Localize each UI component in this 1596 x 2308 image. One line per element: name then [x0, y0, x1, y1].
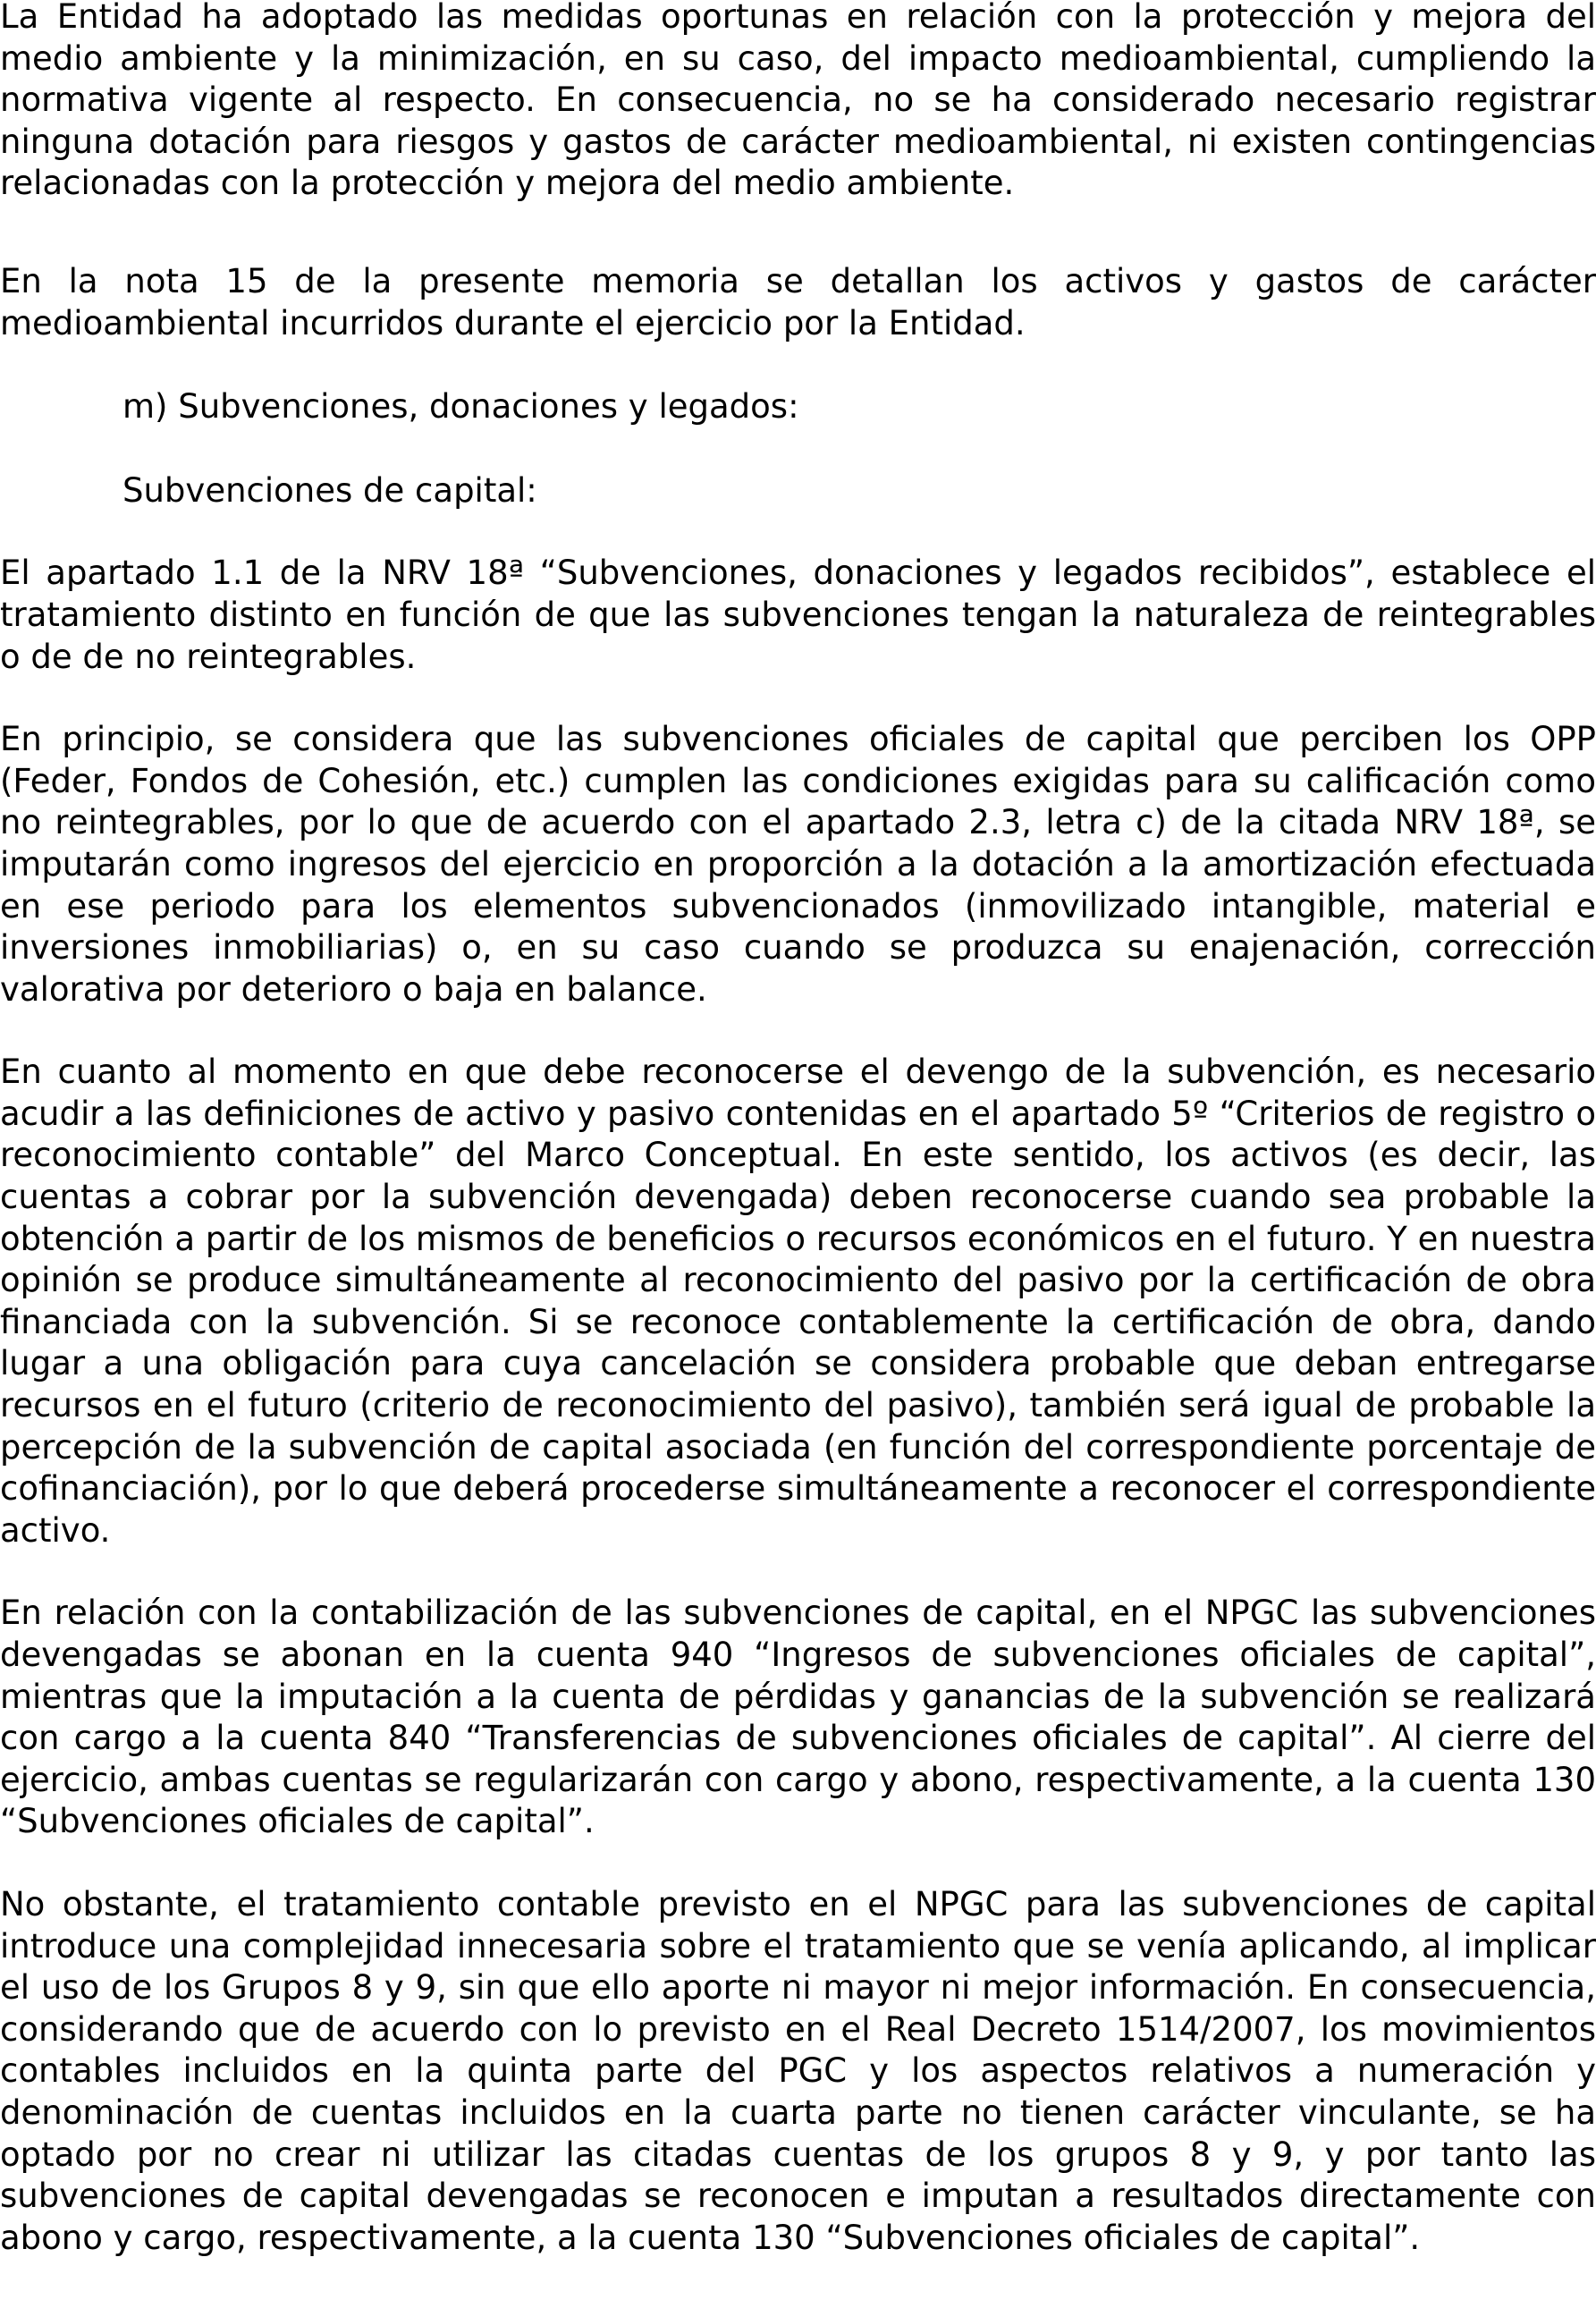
paragraph-accounting-treatment: No obstante, el tratamiento contable previsto en el NPGC para las subvenciones de capital introduce una complejidad innecesaria sobre el tratamiento que se venía aplicando, al implicar el uso de los Grupos 8 y 9, sin que ello aporte ni mayor ni mejor información. En consecuencia, considerando que de acuerdo con lo previsto en el Real Decreto 1514/2007, los movimientos contables incluidos en la quinta parte del PGC y los aspectos relativos a numeración y denominación de cuentas incluidos en la cuarta parte no tienen carácter vinculante, se ha optado por no crear ni utilizar las citadas cuentas de los grupos 8 y 9, y por tanto las subvenciones de capital devengadas se reconocen e imputan a resultados directamente con abono y cargo, respectivamente, a la cuenta 130 “Subvenciones oficiales de capital”.: [0, 1884, 1596, 2257]
paragraph-opp-subsidies: En principio, se considera que las subvenciones oficiales de capital que perciben los OPP (Feder, Fondos de Cohesión, etc.) cumplen las condiciones exigidas para su calificación como no reintegrables, por lo que de acuerdo con el apartado 2.3, letra c) de la citada NRV 18ª, se imputarán como ingresos del ejercicio en proporción a la dotación a la amortización efectuada en ese periodo para los elementos subvencionados (inmovilizado intangible, material e inversiones inmobiliarias) o, en su caso cuando se produzca su enajenación, corrección valorativa por deterioro o baja en balance.: [0, 720, 1596, 1009]
paragraph-accrual-recognition: En cuanto al momento en que debe reconocerse el devengo de la subvención, es necesario acudir a las definiciones de activo y pasivo contenidas en el apartado 5º “Criterios de registro o reconocimiento contable” del Marco Conceptual. En este sentido, los activos (es decir, las cuentas a cobrar por la subvención devengada) deben reconocerse cuando sea probable la obtención a partir de los mismos de beneficios o recursos económicos en el futuro. Y en nuestra opinión se produce simultáneamente al reconocimiento del pasivo por la certificación de obra financiada con la subvención. Si se reconoce contablemente la certificación de obra, dando lugar a una obligación para cuya cancelación se considera probable que deban entregarse recursos en el futuro (criterio de reconocimiento del pasivo), también será igual de probable la percepción de la subvención de capital asociada (en función del correspondiente porcentaje de cofinanciación), por lo que deberá procederse simultáneamente a reconocer el correspondiente activo.: [0, 1053, 1596, 1550]
paragraph-environment-measures: La Entidad ha adoptado las medidas oportunas en relación con la protección y mejora del medio ambiente y la minimización, en su caso, del impacto medioambiental, cumpliendo la normativa vigente al respecto. En consecuencia, no se ha considerado necesario registrar ninguna dotación para riesgos y gastos de carácter medioambiental, ni existen contingencias relacionadas con la protección y mejora del medio ambiente.: [0, 0, 1596, 203]
paragraph-capital-subsidy-accounting: En relación con la contabilización de las subvenciones de capital, en el NPGC las subvenciones devengadas se abonan en la cuenta 940 “Ingresos de subvenciones oficiales de capital”, mientras que la imputación a la cuenta de pérdidas y ganancias de la subvención se realizará con cargo a la cuenta 840 “Transferencias de subvenciones oficiales de capital”. Al cierre del ejercicio, ambas cuentas se regularizarán con cargo y abono, respectivamente, a la cuenta 130 “Subvenciones oficiales de capital”.: [0, 1594, 1596, 1841]
paragraph-note-15: En la nota 15 de la presente memoria se detallan los activos y gastos de carácter medioambiental incurridos durante el ejercicio por la Entidad.: [0, 261, 1596, 342]
subsection-heading: Subvenciones de capital:: [122, 470, 537, 510]
paragraph-nrv-18: El apartado 1.1 de la NRV 18ª “Subvenciones, donaciones y legados recibidos”, establece el tratamiento distinto en función de que las subvenciones tengan la naturaleza de reintegrables o de de no reintegrables.: [0, 554, 1596, 676]
section-heading: m) Subvenciones, donaciones y legados:: [122, 387, 799, 427]
